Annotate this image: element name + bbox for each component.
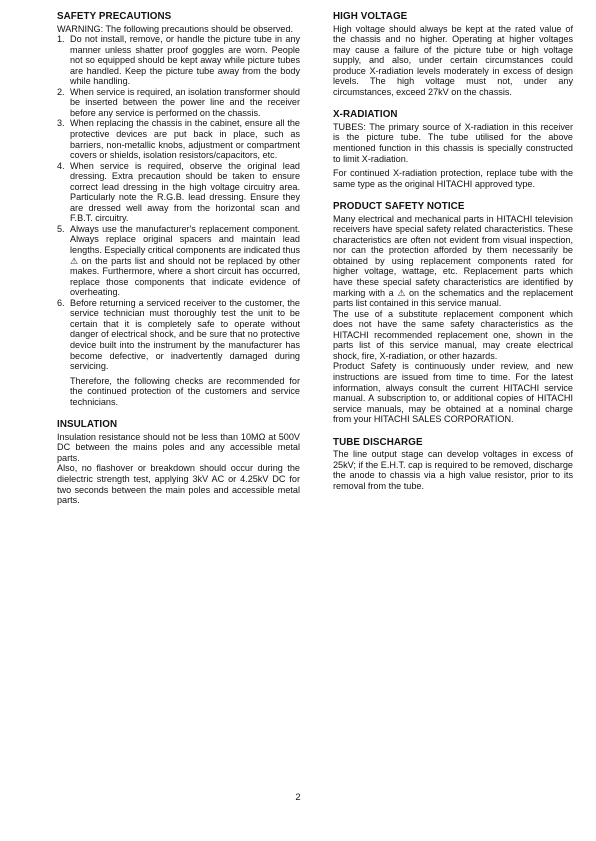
- item-text: Do not install, remove, or handle the picture tube in any manner unless shatter proof goggles are worn. People not so equipped should be kept away while picture tubes are handled. Keep the picture tube away from the body while handling.: [70, 34, 300, 87]
- item-text-before: Always use the manufacturer's replacement component. Always replace original spacers and maintain lead lengths. Especially critical components are indicated thus: [70, 223, 300, 256]
- x-radiation-paragraph-1: TUBES: The primary source of X-radiation in this receiver is the picture tube. The tube utilised for the above mentioned function in this chassis is specially constructed to limit X-radiation.: [333, 121, 573, 164]
- product-safety-text-before: Many electrical and mechanical parts in HITACHI television receivers have special safety related characteristics. These characteristics are often not evident from visual inspection, nor can the protection afforded by them necessarily be obtained by using replacement components rated for higher voltage, wattage, etc. Replacement parts which have these special safety characteristics are identified by marking with a: [333, 213, 573, 298]
- insulation-heading: INSULATION: [57, 419, 118, 431]
- safety-precautions-heading: SAFETY PRECAUTIONS: [57, 11, 172, 22]
- list-item: [57, 118, 300, 160]
- item-text: Before returning a serviced receiver to the customer, the service technician must thoroughly test the unit to be certain that it is completely safe to operate without danger of electrical shock, and be sure that no protective device built into the instrument by the manufacturer has become defective, or inadvertently damaged during servicing.: [70, 297, 300, 372]
- safety-closing: Therefore, the following checks are recommended for the continued protection of the customers and service technicians.: [70, 375, 300, 407]
- product-safety-paragraph-1: [333, 214, 573, 309]
- tube-discharge-heading: TUBE DISCHARGE: [333, 436, 423, 448]
- item-number: 1.: [57, 34, 65, 45]
- item-number: 4.: [57, 160, 65, 171]
- x-radiation-paragraph-2: For continued X-radiation protection, replace tube with the same type as the original HITACHI approved type.: [333, 168, 573, 189]
- list-item: [57, 161, 300, 224]
- list-item: [57, 34, 300, 87]
- left-column: [57, 12, 300, 506]
- warning-triangle-icon: ⚠: [397, 287, 406, 298]
- item-number: 6.: [57, 297, 65, 308]
- insulation-paragraph-1: Insulation resistance should not be less than 10MΩ at 500V DC between the mains poles and any accessible metal parts.: [57, 431, 300, 463]
- product-safety-text-after: on the schematics and the replacement parts list contained in this service manual.: [333, 287, 573, 309]
- safety-precautions-list: [57, 34, 300, 372]
- page-number: 2: [295, 792, 301, 803]
- tube-discharge-paragraph: The line output stage can develop voltages in excess of 25kV; if the E.H.T. cap is required to be removed, discharge the anode to chassis via a high value resistor, prior to its removal from the tube.: [333, 449, 573, 491]
- item-text: When service is required, an isolation transformer should be inserted between the power line and the receiver before any service is performed on the chassis.: [70, 86, 300, 118]
- x-radiation-heading: X-RADIATION: [333, 109, 398, 121]
- item-text: When replacing the chassis in the cabinet, ensure all the protective devices are put back in place, such as barriers, non-metallic knobs, adjustment or compartment covers or shields, isolation resistors/capacitors, etc.: [70, 118, 300, 161]
- list-item: [57, 224, 300, 298]
- item-text: When service is required, observe the original lead dressing. Extra precaution should be taken to ensure correct lead dressing in the high voltage circuitry area. Particularly note the R.G.B. lead dressing. Ensure they are dressed well away from the horizontal scan and F.B.T. circuitry.: [70, 160, 300, 224]
- insulation-paragraph-2: Also, no flashover or breakdown should occur during the dielectric strength test, applying 3kV AC or 4.25kV DC for two seconds between the main poles and accessible metal parts.: [57, 463, 300, 506]
- product-safety-paragraph-2: The use of a substitute replacement component which does not have the same safety characteristics as the HITACHI recommended replacement one, shown in the parts list of this service manual, may create electrical shock, fire, X-radiation, or other hazards.: [333, 308, 573, 361]
- item-text-after: on the parts list and should not be replaced by other makes. Furthermore, where a short circuit has occurred, replace those components that indicate evidence of overheating.: [70, 255, 301, 298]
- list-item: [57, 298, 300, 372]
- product-safety-paragraph-3: Product Safety is continuously under review, and new instructions are issued from time to time. For the latest information, always consult the current HITACHI service manual. A subscription to, or additional copies of HITACHI service manuals, may be obtained at a nominal charge from your HITACHI SALES CORPORATION.: [333, 361, 573, 425]
- warning-triangle-icon: ⚠: [70, 255, 79, 266]
- product-safety-heading: PRODUCT SAFETY NOTICE: [333, 201, 465, 213]
- high-voltage-heading: HIGH VOLTAGE: [333, 11, 408, 22]
- item-number: 2.: [57, 86, 65, 97]
- item-number: 5.: [57, 223, 65, 234]
- high-voltage-paragraph: High voltage should always be kept at the rated value of the chassis and no higher. Operating at higher voltages may cause a failure of the picture tube or high voltage supply, and also, under certain circumstances could produce X-radiation levels moderately in excess of design levels. The high voltage must not, under any circumstances, exceed 27kV on the chassis.: [333, 23, 573, 97]
- item-number: 3.: [57, 118, 65, 129]
- safety-warning: WARNING: The following precautions should be observed.: [57, 23, 294, 34]
- right-column: [333, 12, 573, 491]
- list-item: [57, 87, 300, 119]
